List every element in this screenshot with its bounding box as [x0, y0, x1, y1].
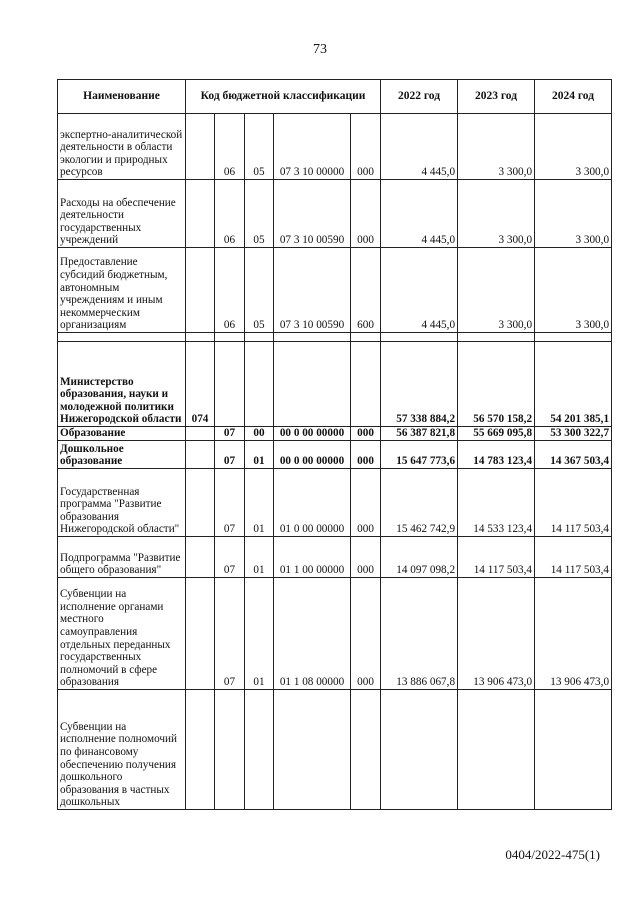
row-2024: 54 201 385,1 — [535, 342, 612, 427]
header-2024: 2024 год — [535, 80, 612, 114]
row-expense-type: 000 — [351, 469, 381, 537]
row-target-article: 01 1 00 00000 — [274, 537, 351, 578]
row-section: 07 — [215, 578, 245, 690]
row-name: Государственная программа "Развитие образования Нижегородской области" — [58, 469, 186, 537]
row-2023: 55 669 095,8 — [458, 427, 535, 441]
table-row — [58, 427, 612, 441]
row-2024: 14 367 503,4 — [535, 441, 612, 469]
row-2022: 4 445,0 — [381, 180, 458, 248]
row-target-article: 00 0 00 00000 — [274, 427, 351, 441]
row-expense-type: 600 — [351, 248, 381, 333]
table-row — [58, 342, 612, 427]
row-2024: 14 117 503,4 — [535, 537, 612, 578]
row-2022: 13 886 067,8 — [381, 578, 458, 690]
header-name: Наименование — [58, 80, 186, 114]
row-expense-type: 000 — [351, 114, 381, 180]
row-2023: 3 300,0 — [458, 180, 535, 248]
row-2024: 3 300,0 — [535, 248, 612, 333]
row-target-article — [274, 690, 351, 810]
spacer-cell — [535, 333, 612, 342]
row-target-article: 07 3 10 00590 — [274, 248, 351, 333]
table-row — [58, 441, 612, 469]
row-dept: 074 — [186, 342, 215, 427]
table-header-row — [58, 80, 612, 114]
spacer-cell — [351, 333, 381, 342]
row-2022 — [381, 690, 458, 810]
row-2023: 14 783 123,4 — [458, 441, 535, 469]
row-2023: 14 533 123,4 — [458, 469, 535, 537]
row-name: Субвенции на исполнение полномочий по финансовому обеспечению получения дошкольного образования в частных дошкольных — [58, 690, 186, 810]
row-name: экспертно-аналитической деятельности в области экологии и природных ресурсов — [58, 114, 186, 180]
row-subsection — [245, 342, 274, 427]
header-2023: 2023 год — [458, 80, 535, 114]
header-code: Код бюджетной классификации — [186, 80, 381, 114]
spacer-cell — [215, 333, 245, 342]
row-2024 — [535, 690, 612, 810]
row-section: 06 — [215, 114, 245, 180]
spacer-row — [58, 333, 612, 342]
row-dept — [186, 578, 215, 690]
row-expense-type — [351, 690, 381, 810]
row-section: 06 — [215, 248, 245, 333]
row-section: 07 — [215, 441, 245, 469]
row-2023: 14 117 503,4 — [458, 537, 535, 578]
row-2024: 53 300 322,7 — [535, 427, 612, 441]
row-2023: 3 300,0 — [458, 248, 535, 333]
table-row — [58, 114, 612, 180]
row-section — [215, 690, 245, 810]
row-2024: 3 300,0 — [535, 180, 612, 248]
row-target-article: 00 0 00 00000 — [274, 441, 351, 469]
budget-table — [57, 79, 612, 810]
row-2022: 15 462 742,9 — [381, 469, 458, 537]
spacer-cell — [245, 333, 274, 342]
spacer-cell — [381, 333, 458, 342]
row-2022: 56 387 821,8 — [381, 427, 458, 441]
table-row — [58, 537, 612, 578]
row-2023: 56 570 158,2 — [458, 342, 535, 427]
table-row — [58, 180, 612, 248]
spacer-cell — [458, 333, 535, 342]
row-section: 07 — [215, 537, 245, 578]
row-name: Предоставление субсидий бюджетным, автономным учреждениям и иным некоммерческим организациям — [58, 248, 186, 333]
row-name: Подпрограмма "Развитие общего образования" — [58, 537, 186, 578]
spacer-cell — [186, 333, 215, 342]
row-name: Субвенции на исполнение органами местного самоуправления отдельных переданных государственных полномочий в сфере образования — [58, 578, 186, 690]
row-subsection: 00 — [245, 427, 274, 441]
row-subsection — [245, 690, 274, 810]
row-2023: 3 300,0 — [458, 114, 535, 180]
row-subsection: 05 — [245, 180, 274, 248]
row-2023: 13 906 473,0 — [458, 578, 535, 690]
row-subsection: 01 — [245, 469, 274, 537]
row-2022: 4 445,0 — [381, 114, 458, 180]
row-dept — [186, 469, 215, 537]
row-dept — [186, 690, 215, 810]
page-number: 73 — [313, 42, 327, 57]
row-2023 — [458, 690, 535, 810]
table-row — [58, 248, 612, 333]
document-code: 0404/2022-475(1) — [505, 847, 600, 862]
row-2022: 4 445,0 — [381, 248, 458, 333]
row-target-article: 01 1 08 00000 — [274, 578, 351, 690]
row-target-article — [274, 342, 351, 427]
row-subsection: 01 — [245, 537, 274, 578]
row-dept — [186, 114, 215, 180]
row-name: Министерство образования, науки и молодежной политики Нижегородской области — [58, 342, 186, 427]
row-2022: 57 338 884,2 — [381, 342, 458, 427]
row-section: 06 — [215, 180, 245, 248]
header-2022: 2022 год — [381, 80, 458, 114]
row-subsection: 01 — [245, 441, 274, 469]
row-dept — [186, 427, 215, 441]
row-dept — [186, 180, 215, 248]
row-subsection: 05 — [245, 114, 274, 180]
row-target-article: 07 3 10 00590 — [274, 180, 351, 248]
row-subsection: 05 — [245, 248, 274, 333]
row-expense-type: 000 — [351, 578, 381, 690]
row-dept — [186, 248, 215, 333]
row-expense-type: 000 — [351, 180, 381, 248]
row-2024: 3 300,0 — [535, 114, 612, 180]
row-name: Образование — [58, 427, 186, 441]
row-expense-type: 000 — [351, 441, 381, 469]
row-target-article: 01 0 00 00000 — [274, 469, 351, 537]
row-dept — [186, 537, 215, 578]
spacer-cell — [274, 333, 351, 342]
table-row — [58, 690, 612, 810]
table-row — [58, 469, 612, 537]
row-target-article: 07 3 10 00000 — [274, 114, 351, 180]
row-section — [215, 342, 245, 427]
row-2022: 14 097 098,2 — [381, 537, 458, 578]
row-name: Дошкольное образование — [58, 441, 186, 469]
row-subsection: 01 — [245, 578, 274, 690]
row-expense-type — [351, 342, 381, 427]
row-2022: 15 647 773,6 — [381, 441, 458, 469]
row-dept — [186, 441, 215, 469]
row-expense-type: 000 — [351, 427, 381, 441]
table-row — [58, 578, 612, 690]
row-name: Расходы на обеспечение деятельности государственных учреждений — [58, 180, 186, 248]
row-section: 07 — [215, 427, 245, 441]
spacer-cell — [58, 333, 186, 342]
row-2024: 13 906 473,0 — [535, 578, 612, 690]
row-expense-type: 000 — [351, 537, 381, 578]
row-2024: 14 117 503,4 — [535, 469, 612, 537]
row-section: 07 — [215, 469, 245, 537]
